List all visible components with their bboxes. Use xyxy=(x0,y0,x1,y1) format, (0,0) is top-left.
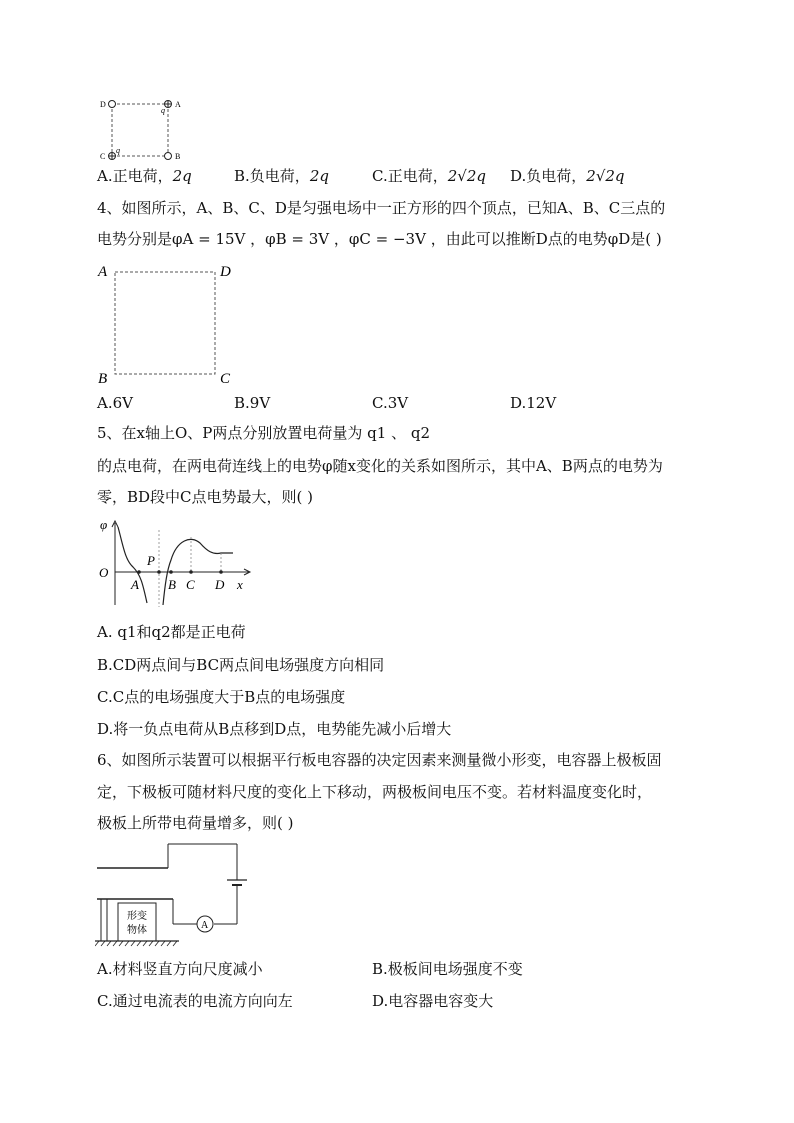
q5-option-d[interactable]: D.将一负点电荷从B点移到D点，电势能先减小后增大 xyxy=(97,720,452,738)
charge-b xyxy=(165,153,172,160)
q4-label-d: D xyxy=(220,264,231,280)
object-label-2: 物体 xyxy=(127,925,147,936)
q3-option-d[interactable]: D.负电荷，2√2q xyxy=(510,167,625,185)
fig-q6-capacitor-circuit xyxy=(95,840,255,952)
label-b: B xyxy=(175,152,181,161)
q5-option-a[interactable]: A. q1和q2都是正电荷 xyxy=(97,623,246,641)
q6-option-b[interactable]: B.极板间电场强度不变 xyxy=(372,960,523,978)
q4-label-c: C xyxy=(220,371,231,387)
label-q2: q xyxy=(116,146,120,155)
q5-label-phi: φ xyxy=(100,517,108,532)
q5-stem-line3: 零，BD段中C点电势最大，则( ) xyxy=(97,488,313,506)
q5-label-d: D xyxy=(215,577,225,592)
q6-option-c[interactable]: C.通过电流表的电流方向向左 xyxy=(97,992,293,1010)
object-label-1: 形变 xyxy=(127,911,147,922)
fig-square-charges xyxy=(98,95,188,163)
q4-stem-line2: 电势分别是φA = 15V ，φB = 3V ，φC = −3V ，由此可以推断D点的电势φD是( ) xyxy=(97,230,662,248)
q6-option-d[interactable]: D.电容器电容变大 xyxy=(372,992,494,1010)
label-a: A xyxy=(175,100,181,109)
q5-stem-line1: 5、在x轴上O、P两点分别放置电荷量为 q1 、 q2 xyxy=(97,424,430,442)
q5-label-x: x xyxy=(237,577,243,592)
label-c: C xyxy=(100,152,106,161)
q5-label-a: A xyxy=(131,577,139,592)
q4-option-b[interactable]: B.9V xyxy=(234,394,271,412)
q4-option-a[interactable]: A.6V xyxy=(97,394,133,412)
q3-option-b[interactable]: B.负电荷，2q xyxy=(234,167,329,185)
q4-option-d[interactable]: D.12V xyxy=(510,394,557,412)
q4-stem-line1: 4、如图所示，A、B、C、D是匀强电场中一正方形的四个顶点，已知A、B、C三点的 xyxy=(97,199,666,217)
fig-q5-potential-graph xyxy=(95,515,255,610)
q5-label-b: B xyxy=(168,577,176,592)
ammeter-label: A xyxy=(201,920,209,931)
q5-option-c[interactable]: C.C点的电场强度大于B点的电场强度 xyxy=(97,688,346,706)
q6-stem-line3: 极板上所带电荷量增多，则( ) xyxy=(97,814,294,832)
q4-option-c[interactable]: C.3V xyxy=(372,394,409,412)
q5-stem-line2: 的点电荷，在两电荷连线上的电势φ随x变化的关系如图所示，其中A、B两点的电势为 xyxy=(97,457,663,475)
q6-stem-line1: 6、如图所示装置可以根据平行板电容器的决定因素来测量微小形变，电容器上极板固 xyxy=(97,751,662,769)
q5-label-o: O xyxy=(99,565,109,580)
q5-label-p: P xyxy=(147,553,155,568)
q5-label-c: C xyxy=(186,577,195,592)
q6-stem-line2: 定，下极板可随材料尺度的变化上下移动，两极板间电压不变。若材料温度变化时， xyxy=(97,783,653,801)
q3-option-a[interactable]: A.正电荷，2q xyxy=(97,167,192,185)
q3-option-c[interactable]: C.正电荷，2√2q xyxy=(372,167,486,185)
q5-option-b[interactable]: B.CD两点间与BC两点间电场强度方向相同 xyxy=(97,656,385,674)
q6-option-a[interactable]: A.材料竖直方向尺度减小 xyxy=(97,960,263,978)
q4-label-a: A xyxy=(98,264,108,280)
label-d: D xyxy=(100,100,106,109)
fig-q4-square xyxy=(94,260,244,390)
q4-label-b: B xyxy=(98,371,108,387)
label-q1: q xyxy=(161,106,165,115)
charge-d xyxy=(109,101,116,108)
